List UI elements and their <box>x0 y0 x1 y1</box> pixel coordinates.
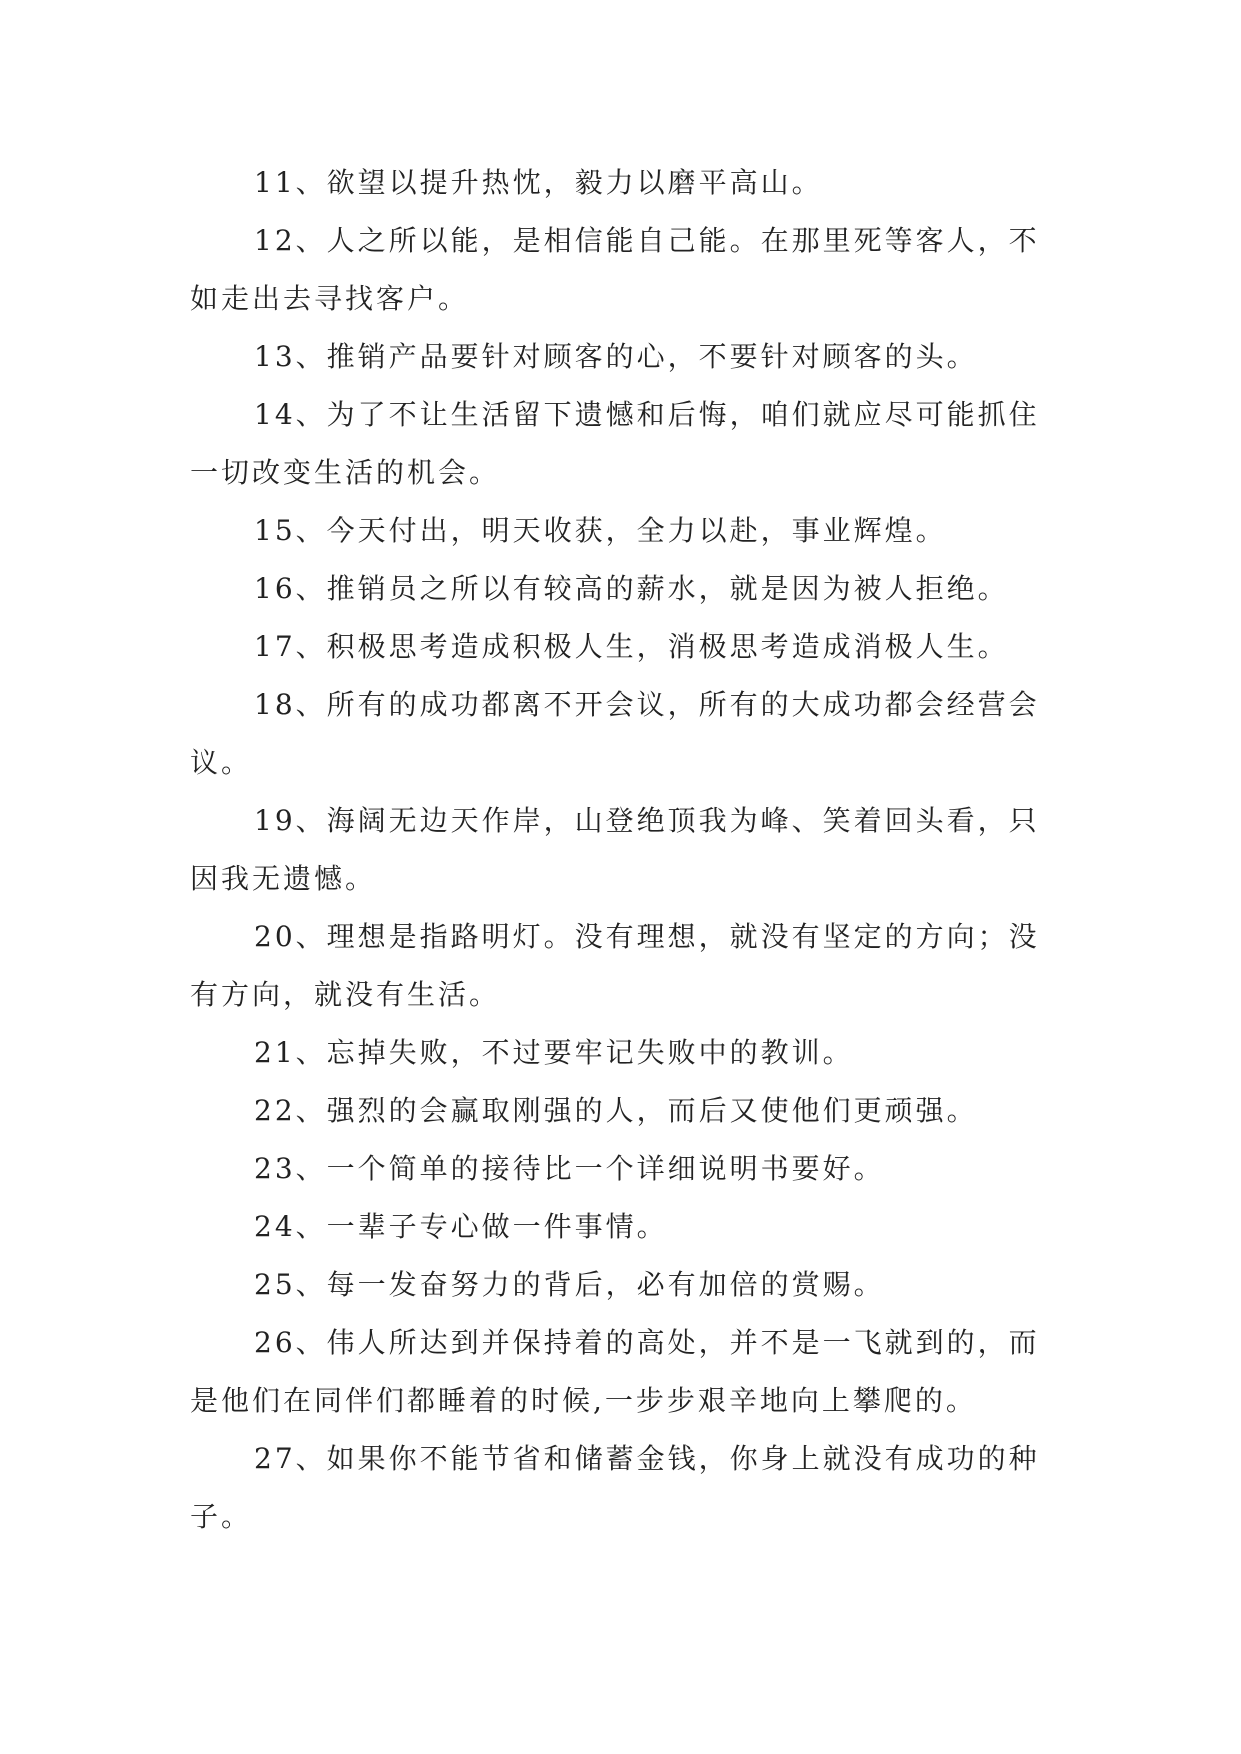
paragraph-26: 26、伟人所达到并保持着的高处，并不是一飞就到的，而是他们在同伴们都睡着的时候,一步步艰辛地向上攀爬的。 <box>190 1326 1040 1417</box>
paragraph-11: 11、欲望以提升热忱，毅力以磨平高山。 <box>254 166 823 199</box>
paragraph-14: 14、为了不让生活留下遗憾和后悔，咱们就应尽可能抓住一切改变生活的机会。 <box>190 398 1040 489</box>
paragraph-16: 16、推销员之所以有较高的薪水，就是因为被人拒绝。 <box>254 572 1009 605</box>
paragraph-19: 19、海阔无边天作岸，山登绝顶我为峰、笑着回头看，只因我无遗憾。 <box>190 804 1040 895</box>
paragraph-15: 15、今天付出，明天收获，全力以赴，事业辉煌。 <box>254 514 947 547</box>
paragraph-25: 25、每一发奋努力的背后，必有加倍的赏赐。 <box>254 1268 885 1301</box>
paragraph-13: 13、推销产品要针对顾客的心，不要针对顾客的头。 <box>254 340 978 373</box>
paragraph-20: 20、理想是指路明灯。没有理想，就没有坚定的方向；没有方向，就没有生活。 <box>190 920 1040 1011</box>
paragraph-17: 17、积极思考造成积极人生，消极思考造成消极人生。 <box>254 630 1009 663</box>
paragraph-27: 27、如果你不能节省和储蓄金钱，你身上就没有成功的种子。 <box>190 1442 1040 1533</box>
paragraph-24: 24、一辈子专心做一件事情。 <box>254 1210 668 1243</box>
document-body <box>190 154 1058 1546</box>
paragraph-12: 12、人之所以能，是相信能自己能。在那里死等客人，不如走出去寻找客户。 <box>190 224 1040 315</box>
paragraph-21: 21、忘掉失败，不过要牢记失败中的教训。 <box>254 1036 854 1069</box>
paragraph-18: 18、所有的成功都离不开会议，所有的大成功都会经营会议。 <box>190 688 1040 779</box>
paragraph-22: 22、强烈的会赢取刚强的人，而后又使他们更顽强。 <box>254 1094 978 1127</box>
paragraph-23: 23、一个简单的接待比一个详细说明书要好。 <box>254 1152 885 1185</box>
